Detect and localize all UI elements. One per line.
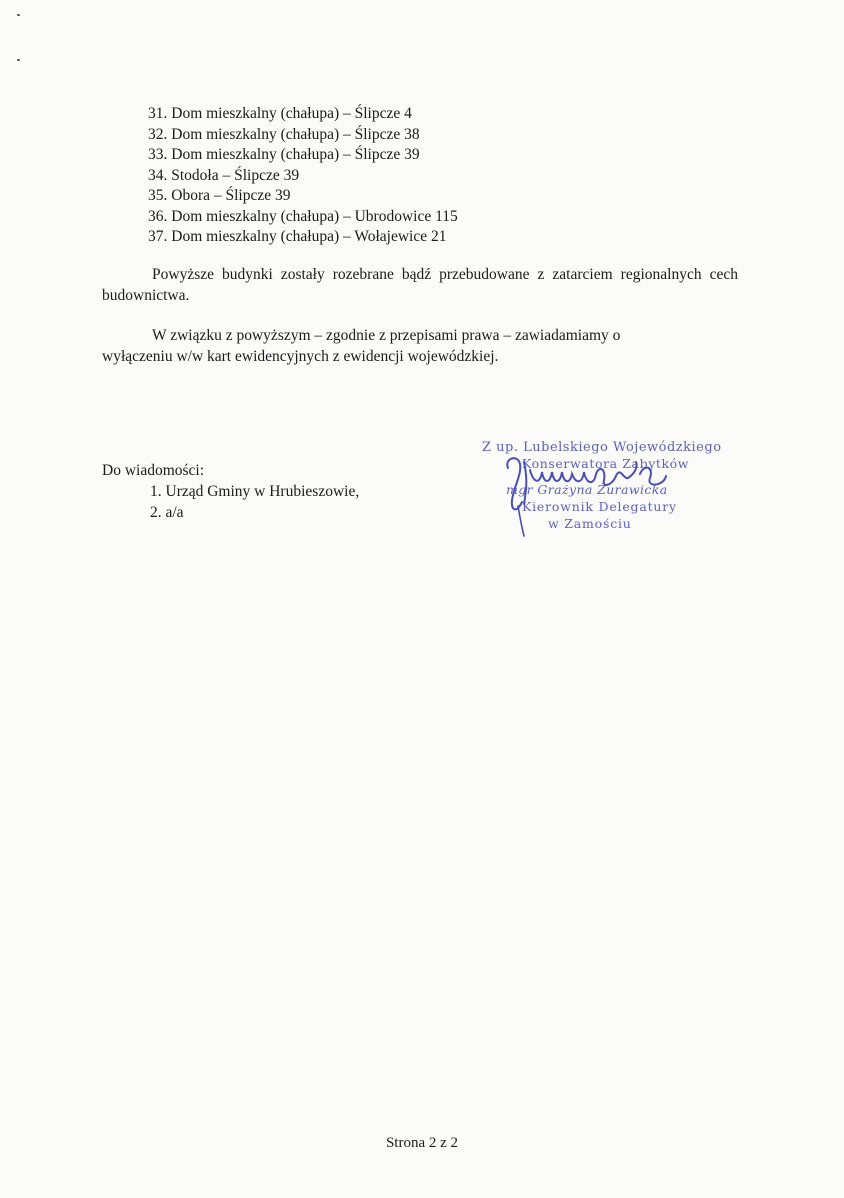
- stamp-line: Konserwatora Zabytków: [522, 456, 690, 471]
- paragraph-notification: W związku z powyższym – zgodnie z przepisami prawa – zawiadamiamy o wyłączeniu w/w kart ewidencyjnych z ewidencji wojewódzkiej.: [102, 327, 621, 365]
- page-footer: Strona 2 z 2: [385, 1135, 459, 1151]
- handwritten-signature: [478, 440, 708, 550]
- cc-label: Do wiadomości:: [102, 462, 205, 479]
- list-item: 34. Stodoła – Ślipcze 39: [148, 166, 300, 184]
- scan-speck: [17, 14, 20, 16]
- scan-speck: [17, 59, 20, 61]
- list-item: 37. Dom mieszkalny (chałupa) – Wołajewice 21: [148, 228, 447, 245]
- official-stamp: [478, 440, 722, 550]
- list-item: 35. Obora – Ślipcze 39: [148, 187, 291, 204]
- cc-item: 2. a/a: [150, 503, 184, 521]
- list-item: 33. Dom mieszkalny (chałupa) – Ślipcze 39: [148, 146, 420, 163]
- list-item: 32. Dom mieszkalny (chałupa) – Ślipcze 38: [148, 125, 420, 143]
- stamp-line: w Zamościu: [548, 516, 632, 531]
- cc-item: 1. Urząd Gminy w Hrubieszowie,: [150, 483, 360, 500]
- paragraph-demolished: Powyższe budynki zostały rozebrane bądź przebudowane z zatarciem regionalnych cech budownictwa.: [102, 266, 738, 304]
- list-item: 31. Dom mieszkalny (chałupa) – Ślipcze 4: [148, 105, 412, 122]
- cc-list: [150, 482, 359, 523]
- stamp-line: mgr Grażyna Żurawicka: [506, 482, 668, 497]
- stamp-line: Z up. Lubelskiego Wojewódzkiego: [482, 440, 722, 455]
- list-item: 36. Dom mieszkalny (chałupa) – Ubrodowice 115: [148, 207, 458, 225]
- building-list: [148, 104, 458, 248]
- stamp-line: Kierownik Delegatury: [522, 499, 677, 514]
